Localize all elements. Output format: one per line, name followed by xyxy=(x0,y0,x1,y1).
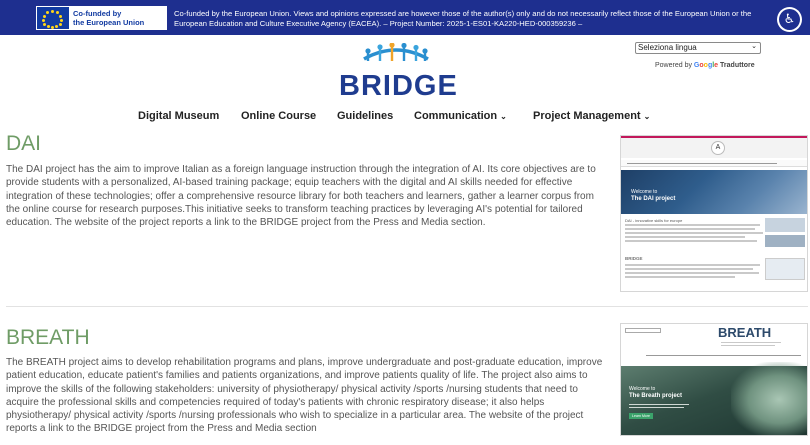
eu-flag-icon xyxy=(37,7,69,29)
eu-logo-line1: Co-funded by xyxy=(73,9,122,18)
nav-item-guidelines[interactable]: Guidelines xyxy=(337,110,394,122)
dai-thumb-project: The DAI project xyxy=(631,196,676,202)
accessibility-icon: ♿ xyxy=(779,9,800,30)
nav-item-communication[interactable]: Communication ⌄ xyxy=(414,110,507,122)
bridge-arch-icon xyxy=(362,43,430,61)
section-body-breath: The BREATH project aims to develop rehabilitation programs and plans, improve undergraduate and post-graduate education, improve patient education, educate patient's families and patients organizations, and improve patients quality of life. The project also aims to improve the skills of the following stakeholders: university of physiotherapy/ physical activity /sports /nursing students that need to acquire the professional skills and competencies required of today's patients with chronic respiratory disease; it also helps physiotherapy/ physical activity /sports /nursing professionals who wish to specialize in a particular area. The website of the project reports a link to the BRIDGE project from the Press and Media section xyxy=(6,357,603,435)
language-select-value: Seleziona lingua xyxy=(638,43,697,52)
chevron-down-icon: ⌄ xyxy=(500,112,507,121)
bridge-logo[interactable] xyxy=(337,40,458,102)
breath-learn-more-button: Learn More xyxy=(629,413,653,419)
section-title-dai: DAI xyxy=(6,132,42,155)
eu-logo xyxy=(36,6,167,30)
breath-thumb-project: The Breath project xyxy=(629,393,683,399)
powered-by-label: Powered by xyxy=(655,62,692,69)
accessibility-button[interactable] xyxy=(777,7,802,32)
dai-thumb-heading: DAI - innovative skills for europe xyxy=(625,218,683,223)
section-title-breath: BREATH xyxy=(6,326,90,349)
bridge-logo-text: BRIDGE xyxy=(339,70,458,102)
powered-by-google xyxy=(655,61,755,70)
nav-item-digital-museum[interactable]: Digital Museum xyxy=(138,110,220,122)
language-select[interactable] xyxy=(635,42,761,54)
eu-logo-line2: the European Union xyxy=(73,18,145,27)
dai-logo-icon: A xyxy=(711,141,725,155)
breath-thumb-welcome: Welcome to xyxy=(629,386,656,392)
eu-funding-banner xyxy=(0,0,810,35)
eu-disclaimer-text: Co-funded by the European Union. Views and opinions expressed are however those of the author(s) only and do not necessarily reflect those of the European Union or the European Education and Culture Executive Agency (EACEA). – Project Number: 2025-1-ES01-KA220-HED-000359236 – xyxy=(174,9,752,28)
dai-thumb-welcome: Welcome to xyxy=(631,189,658,195)
section-divider xyxy=(6,306,808,307)
breath-thumb-logo: BREATH xyxy=(718,325,772,340)
chevron-down-icon: ⌄ xyxy=(751,43,757,50)
main-navigation xyxy=(0,109,810,125)
chevron-down-icon: ⌄ xyxy=(643,112,651,121)
breath-website-thumbnail[interactable] xyxy=(620,323,808,436)
dai-thumb-footer-heading: BRIDGE xyxy=(625,256,643,261)
nav-item-project-management[interactable]: Project Management ⌄ xyxy=(533,110,651,122)
dai-website-thumbnail[interactable] xyxy=(620,135,808,292)
nav-item-online-course[interactable]: Online Course xyxy=(241,110,317,122)
google-logo: Google xyxy=(693,62,719,69)
translate-label[interactable]: Traduttore xyxy=(720,62,755,69)
section-body-dai: The DAI project has the aim to improve Italian as a foreign language instruction through the integration of AI. Its core objectives are to provide students with a personalized, AI-based training package; equip teachers with the digital and AI skills needed for effective integration of these technologies; offer a comprehensive resource library for both teachers and learners, gather a learner corpus from the online course for research purposes.This initiative seeks to transform teaching practices by leveraging AI's potential for tailored education. The website of the project reports a link to the BRIDGE project from the Press and Media section. xyxy=(6,164,596,229)
